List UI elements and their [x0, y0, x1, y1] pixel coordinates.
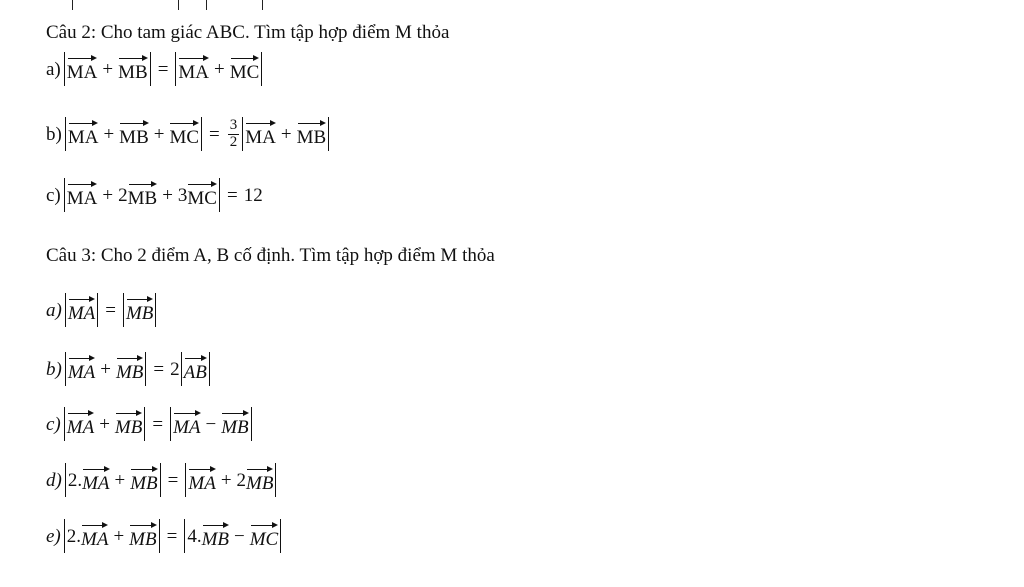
cau3-a [46, 293, 157, 327]
abs-lhs [64, 52, 151, 86]
plus-sign: + [113, 525, 125, 547]
vector-mb: MB [118, 56, 148, 82]
vector-mb: MB [115, 411, 142, 437]
abs-rhs [185, 463, 276, 497]
item-label: b) [46, 358, 62, 380]
vector-mc: MC [250, 523, 279, 549]
vector-ab: AB [184, 356, 207, 382]
plus-sign: + [114, 469, 126, 491]
abs-rhs [175, 52, 262, 86]
minus-sign: − [234, 525, 245, 547]
cau3-title-text: Câu 3: Cho 2 điểm A, B cố định. Tìm tập hợp điểm M thỏa [46, 245, 495, 266]
vector-ma: MA [67, 56, 98, 82]
vector-ma: MA [82, 467, 109, 493]
equals-sign: = [105, 299, 116, 321]
item-label: c) [46, 184, 61, 206]
coefficient: 3 [177, 184, 188, 206]
plus-sign: + [162, 184, 173, 206]
plus-sign: + [102, 184, 114, 206]
cau2-title-text: Câu 2: Cho tam giác ABC. Tìm tập hợp điểm M thỏa [46, 22, 450, 43]
plus-sign: + [99, 413, 110, 435]
vector-mb: MB [297, 121, 327, 147]
vector-ma: MA [178, 56, 209, 82]
vector-ma: MA [81, 523, 108, 549]
vector-mb: MB [119, 121, 149, 147]
vector-ma: MA [67, 182, 98, 208]
cau2-title [46, 23, 449, 42]
abs-rhs [184, 519, 281, 553]
vector-mb: MB [246, 467, 273, 493]
vector-mc: MC [169, 121, 199, 147]
vector-ma: MA [173, 411, 200, 437]
cau3-b [46, 352, 211, 386]
item-label: d) [46, 469, 62, 491]
equals-sign: = [166, 525, 178, 547]
coefficient: 2 [236, 469, 247, 491]
fraction-denominator: 2 [229, 133, 238, 150]
cau3-c [46, 407, 253, 441]
abs-rhs [123, 293, 156, 327]
minus-sign: − [205, 413, 217, 435]
abs-lhs [64, 178, 220, 212]
rhs-value: 12 [243, 184, 263, 206]
fraction-three-halves [228, 118, 240, 151]
plus-sign: + [220, 469, 232, 491]
item-label: e) [46, 525, 61, 547]
cau2-c [46, 178, 263, 212]
coefficient: 2 [170, 358, 180, 380]
equals-sign: = [226, 184, 238, 206]
vector-mc: MC [230, 56, 260, 82]
coefficient: 4. [187, 525, 202, 547]
vector-ma: MA [68, 121, 99, 147]
abs-lhs [65, 352, 147, 386]
vector-mc: MC [187, 182, 217, 208]
equals-sign: = [167, 469, 179, 491]
vector-mb: MB [126, 297, 153, 323]
item-label: b) [46, 123, 62, 145]
vector-ma: MA [67, 411, 94, 437]
vector-mb: MB [116, 356, 143, 382]
plus-sign: + [280, 123, 292, 145]
plus-sign: + [102, 58, 114, 80]
abs-rhs [170, 407, 252, 441]
plus-sign: + [100, 358, 111, 380]
coefficient: 2. [66, 525, 82, 547]
abs-lhs [64, 519, 160, 553]
cau2-b [46, 117, 330, 151]
cau3-d [46, 463, 277, 497]
abs-lhs [65, 463, 161, 497]
equals-sign: = [209, 123, 220, 145]
abs-lhs [65, 117, 202, 151]
plus-sign: + [103, 123, 115, 145]
coefficient: 2. [67, 469, 83, 491]
item-label: c) [46, 413, 61, 435]
fraction-numerator: 3 [229, 116, 238, 133]
cau3-title [46, 246, 495, 265]
abs-lhs [65, 293, 98, 327]
plus-sign: + [153, 123, 165, 145]
abs-rhs [181, 352, 210, 386]
item-label: a) [46, 299, 62, 321]
cau3-e [46, 519, 282, 553]
item-label: a) [46, 58, 61, 80]
abs-lhs [64, 407, 146, 441]
equals-sign: = [157, 58, 169, 80]
vector-ma: MA [68, 356, 95, 382]
abs-rhs [242, 117, 329, 151]
vector-mb: MB [128, 182, 158, 208]
vector-ma: MA [245, 121, 276, 147]
top-cut-marks [0, 0, 1024, 12]
vector-ma: MA [68, 297, 95, 323]
vector-mb: MB [221, 411, 248, 437]
coefficient: 2 [118, 184, 128, 206]
cau2-a [46, 52, 263, 86]
equals-sign: = [153, 358, 165, 380]
plus-sign: + [214, 58, 225, 80]
vector-ma: MA [188, 467, 215, 493]
vector-mb: MB [130, 467, 157, 493]
equals-sign: = [152, 413, 164, 435]
vector-mb: MB [202, 523, 229, 549]
vector-mb: MB [129, 523, 156, 549]
